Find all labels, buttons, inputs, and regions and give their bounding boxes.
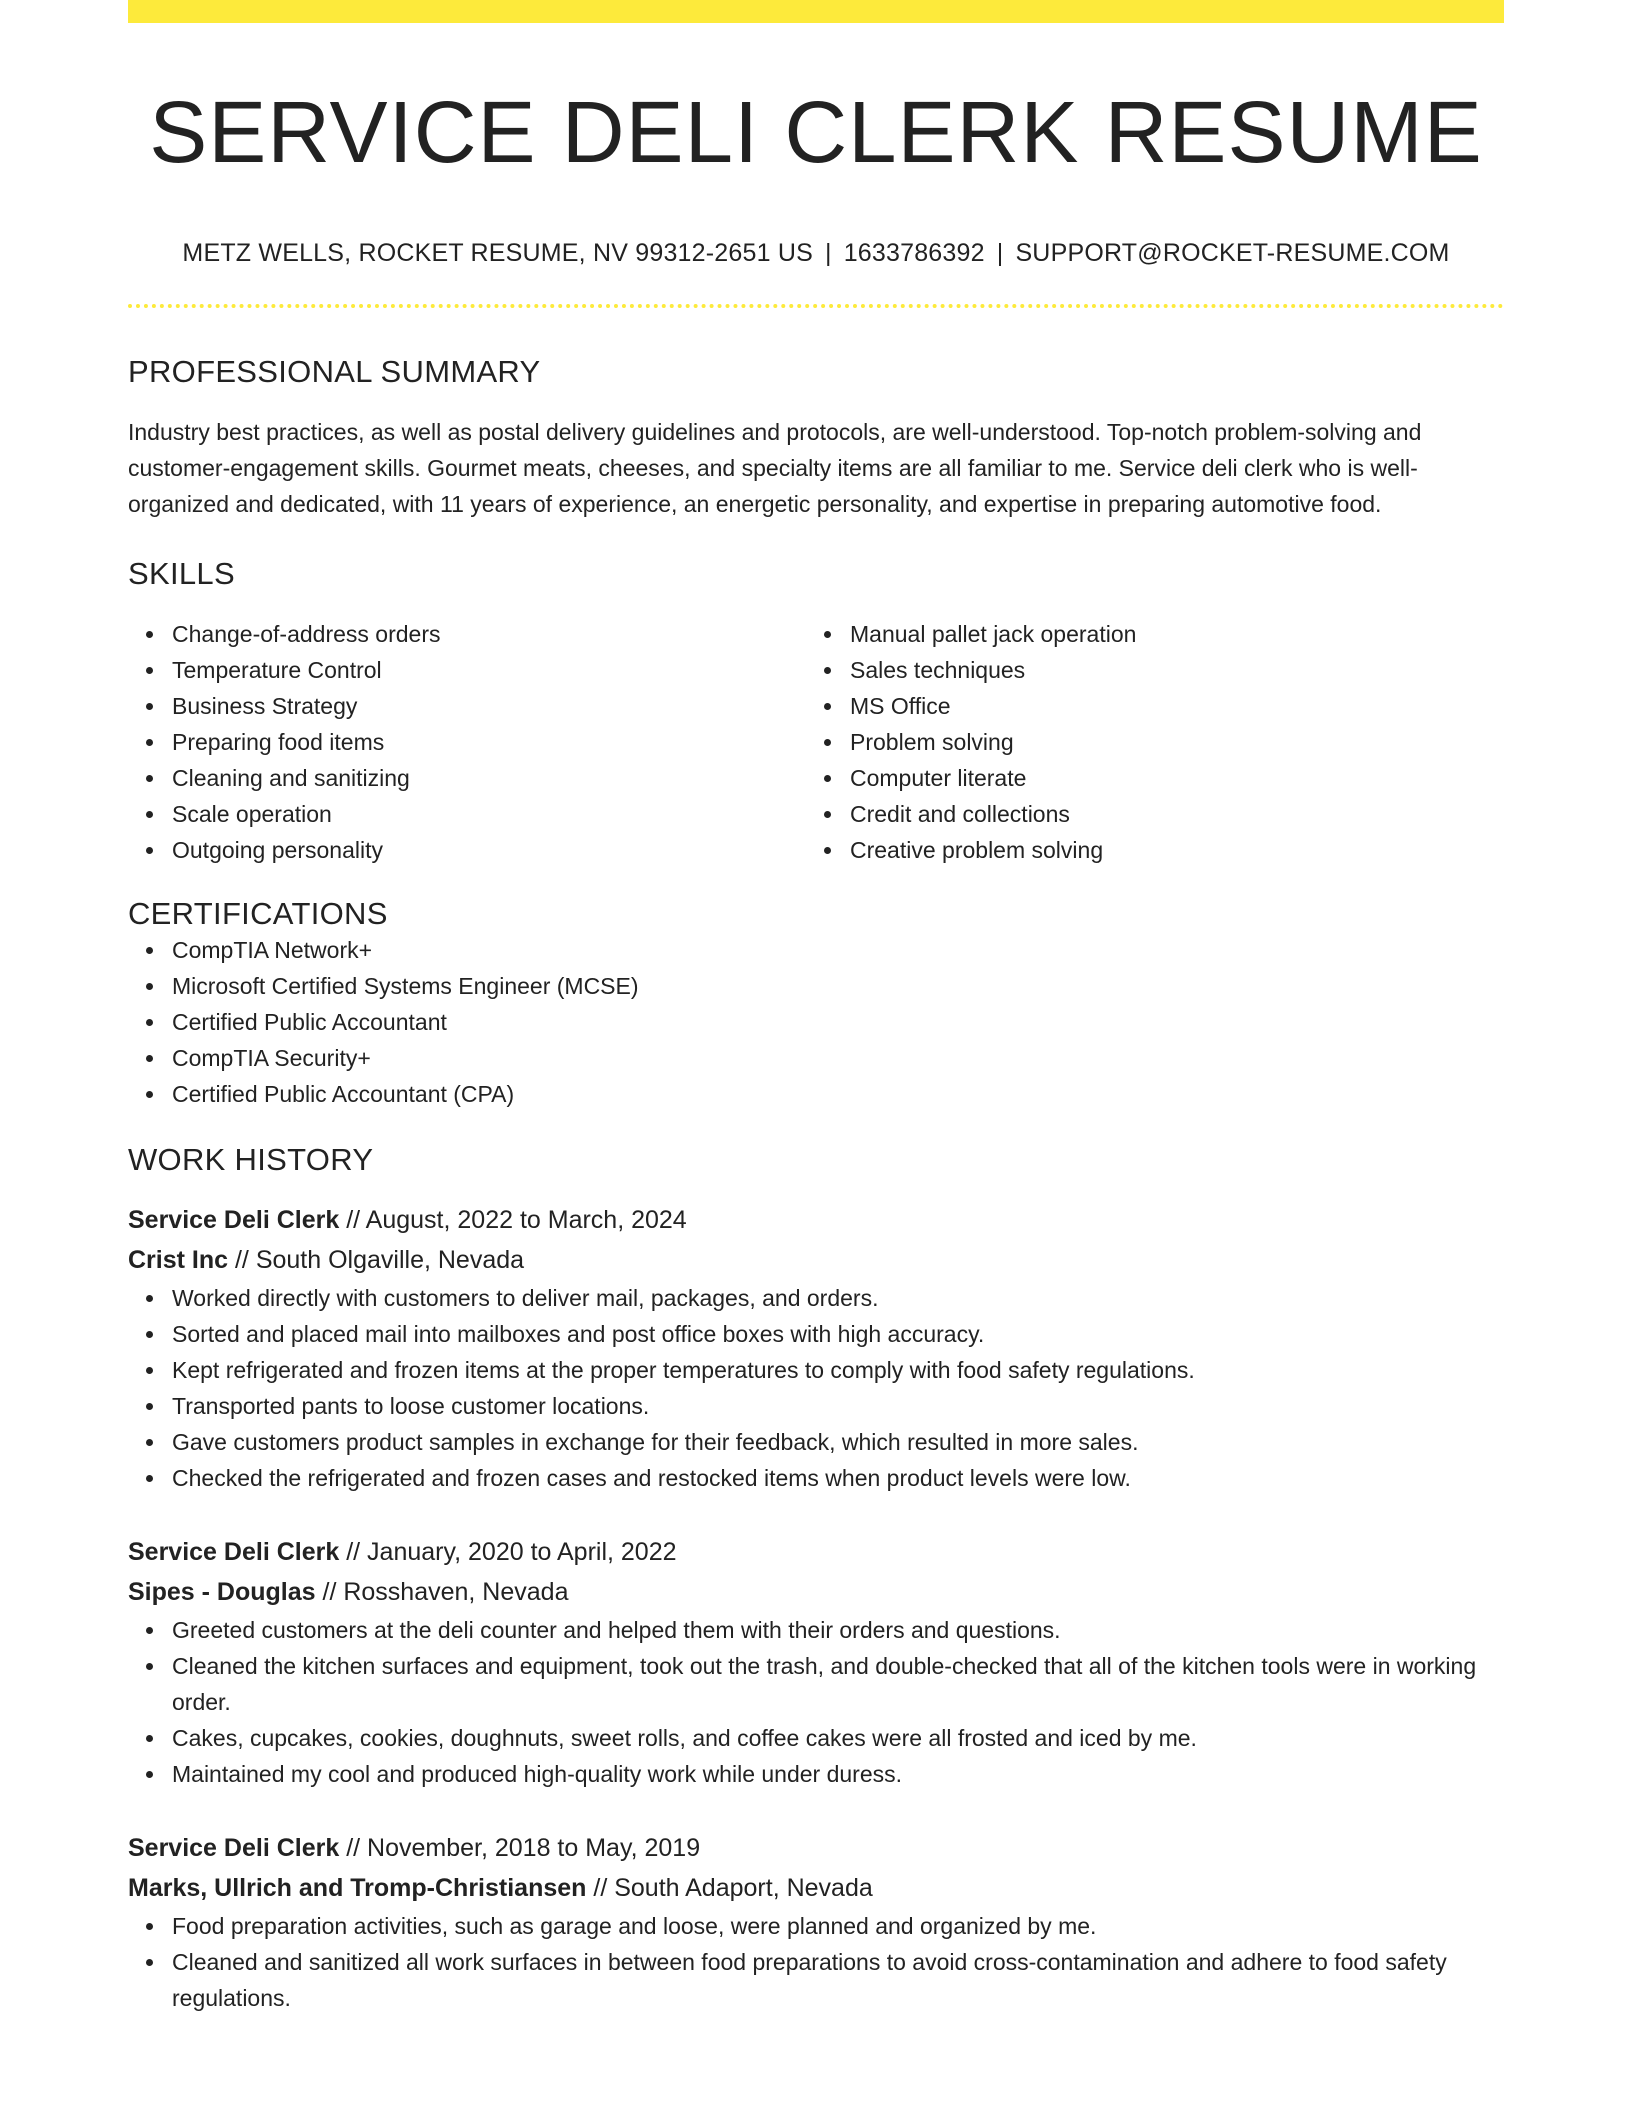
job-entry [128, 1828, 1504, 2016]
work-history-heading: WORK HISTORY [128, 1142, 374, 1178]
certification-item: Certified Public Accountant (CPA) [172, 1076, 1504, 1112]
skills-list-right [806, 616, 1484, 868]
contact-separator: | [824, 239, 832, 268]
job-duties-list [128, 1612, 1504, 1792]
job-company-line [128, 1868, 1504, 1908]
job-location: // Rosshaven, Nevada [322, 1578, 569, 1607]
skill-item: Preparing food items [172, 724, 806, 760]
job-company-line [128, 1240, 1504, 1280]
summary-heading: PROFESSIONAL SUMMARY [128, 354, 541, 390]
job-dates: // November, 2018 to May, 2019 [346, 1834, 701, 1863]
certifications-heading: CERTIFICATIONS [128, 896, 388, 932]
skills-column-right [806, 616, 1484, 868]
job-entry [128, 1532, 1504, 1792]
skill-item: Change-of-address orders [172, 616, 806, 652]
job-duty-item: Greeted customers at the deli counter and helped them with their orders and questions. [172, 1612, 1504, 1648]
job-duty-item: Cleaned the kitchen surfaces and equipment, took out the trash, and double-checked that all of the kitchen tools were in working order. [172, 1648, 1504, 1720]
skill-item: Credit and collections [850, 796, 1484, 832]
contact-email: SUPPORT@ROCKET-RESUME.COM [1015, 239, 1450, 268]
job-company: Crist Inc [128, 1246, 229, 1275]
summary-text: Industry best practices, as well as postal delivery guidelines and protocols, are well-understood. Top-notch problem-solving and customer-engagement skills. Gourmet meats, cheeses, and specialty items are all familiar to me. Service deli clerk who is well-organized and dedicated, with 11 years of experience, an energetic personality, and expertise in preparing automotive food. [128, 419, 1422, 518]
job-title-line [128, 1532, 1504, 1572]
job-title: Service Deli Clerk [128, 1206, 340, 1235]
skill-item: MS Office [850, 688, 1484, 724]
skill-item: Problem solving [850, 724, 1484, 760]
certification-item: CompTIA Security+ [172, 1040, 1504, 1076]
job-entry [128, 1200, 1504, 1496]
skill-item: Manual pallet jack operation [850, 616, 1484, 652]
skill-item: Business Strategy [172, 688, 806, 724]
job-title-line [128, 1828, 1504, 1868]
skill-item: Outgoing personality [172, 832, 806, 868]
dotted-divider [128, 304, 1504, 308]
top-accent-bar [128, 0, 1504, 23]
skills-grid [128, 616, 1504, 868]
job-location: // South Olgaville, Nevada [234, 1246, 525, 1275]
job-duty-item: Sorted and placed mail into mailboxes and post office boxes with high accuracy. [172, 1316, 1504, 1352]
skill-item: Temperature Control [172, 652, 806, 688]
job-dates: // January, 2020 to April, 2022 [346, 1538, 677, 1567]
contact-address: METZ WELLS, ROCKET RESUME, NV 99312-2651 US [182, 239, 813, 268]
job-duty-item: Food preparation activities, such as garage and loose, were planned and organized by me. [172, 1908, 1504, 1944]
contact-separator: | [996, 239, 1004, 268]
job-duties-list [128, 1908, 1504, 2016]
contact-phone: 1633786392 [843, 239, 985, 268]
job-duty-item: Maintained my cool and produced high-quality work while under duress. [172, 1756, 1504, 1792]
job-duty-item: Checked the refrigerated and frozen cases and restocked items when product levels were low. [172, 1460, 1504, 1496]
job-title-line [128, 1200, 1504, 1240]
job-duty-item: Transported pants to loose customer locations. [172, 1388, 1504, 1424]
job-title: Service Deli Clerk [128, 1834, 340, 1863]
skills-list-left [128, 616, 806, 868]
skill-item: Scale operation [172, 796, 806, 832]
skills-column-left [128, 616, 806, 868]
skill-item: Creative problem solving [850, 832, 1484, 868]
job-duty-item: Cleaned and sanitized all work surfaces in between food preparations to avoid cross-contamination and adhere to food safety regulations. [172, 1944, 1504, 2016]
job-duties-list [128, 1280, 1504, 1496]
job-duty-item: Gave customers product samples in exchange for their feedback, which resulted in more sales. [172, 1424, 1504, 1460]
skill-item: Sales techniques [850, 652, 1484, 688]
job-duty-item: Cakes, cupcakes, cookies, doughnuts, sweet rolls, and coffee cakes were all frosted and iced by me. [172, 1720, 1504, 1756]
job-company-line [128, 1572, 1504, 1612]
certification-item: Certified Public Accountant [172, 1004, 1504, 1040]
job-location: // South Adaport, Nevada [593, 1874, 873, 1903]
skill-item: Computer literate [850, 760, 1484, 796]
job-company: Sipes - Douglas [128, 1578, 316, 1607]
certifications-list [128, 932, 1504, 1112]
resume-title: SERVICE DELI CLERK RESUME [149, 84, 1483, 181]
job-company: Marks, Ullrich and Tromp-Christiansen [128, 1874, 587, 1903]
job-duty-item: Kept refrigerated and frozen items at the proper temperatures to comply with food safety regulations. [172, 1352, 1504, 1388]
skills-heading: SKILLS [128, 556, 235, 592]
job-title: Service Deli Clerk [128, 1538, 340, 1567]
contact-line [128, 239, 1504, 268]
certification-item: Microsoft Certified Systems Engineer (MCSE) [172, 968, 1504, 1004]
certification-item: CompTIA Network+ [172, 932, 1504, 968]
resume-page [128, 0, 1504, 2016]
skill-item: Cleaning and sanitizing [172, 760, 806, 796]
job-duty-item: Worked directly with customers to deliver mail, packages, and orders. [172, 1280, 1504, 1316]
job-dates: // August, 2022 to March, 2024 [346, 1206, 687, 1235]
